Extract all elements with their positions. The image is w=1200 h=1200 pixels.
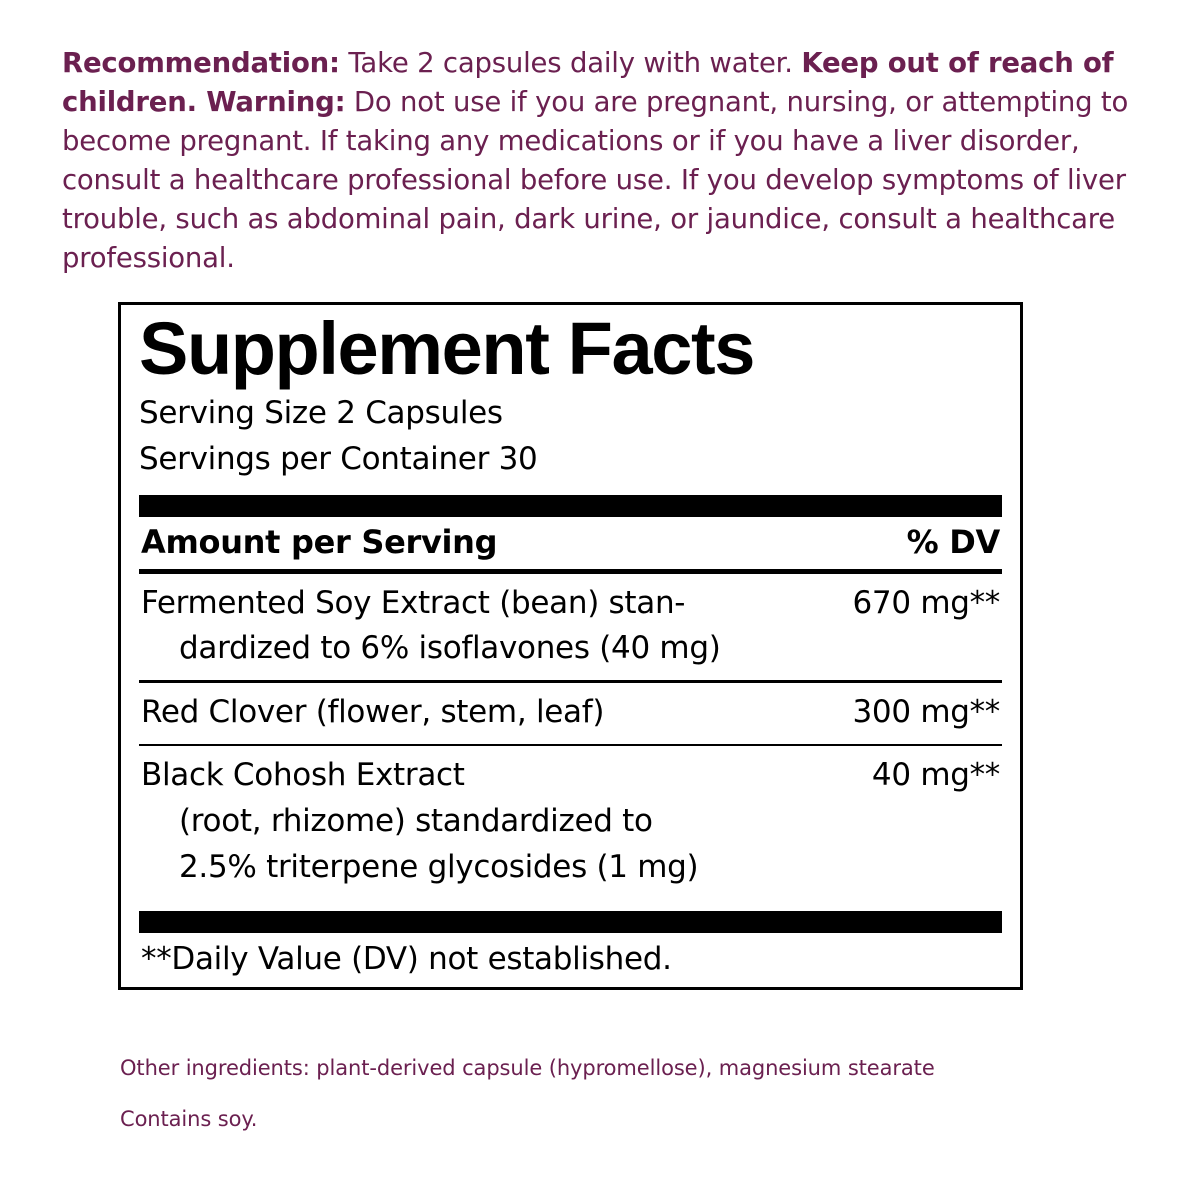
warning-text: Do not use if you are pregnant, nursing, or attempting to become pregnant. If taking any medications or if you have a liver disorder, consult a healthcare professional before use. If you develop symptoms of liver trouble, such as abdominal pain, dark urine, or jaundice, consult a healthcare professional. — [62, 86, 1129, 275]
daily-value-footnote: **Daily Value (DV) not established. — [141, 940, 672, 977]
ingredient-name-line3: 2.5% triterpene glycosides (1 mg) — [179, 848, 699, 885]
serving-size: Serving Size 2 Capsules — [139, 394, 503, 431]
ingredient-amount: 670 mg** — [852, 584, 1000, 621]
other-ingredients-line2: Contains soy. — [120, 1107, 258, 1131]
recommendation-label: Recommendation: — [62, 47, 340, 79]
servings-per-container: Servings per Container 30 — [139, 441, 538, 478]
table-row — [139, 746, 1002, 899]
ingredient-name-line1: Fermented Soy Extract (bean) stan- — [141, 584, 686, 621]
ingredient-name-line1: Black Cohosh Extract — [141, 757, 465, 794]
ingredient-name-line2: dardized to 6% isoflavones (40 mg) — [179, 630, 721, 667]
warning-label: Warning: — [196, 86, 346, 119]
divider-thick-top — [139, 495, 1002, 517]
ingredient-name — [141, 753, 872, 891]
recommendation-paragraph — [62, 44, 1147, 278]
ingredient-name — [141, 581, 853, 673]
supplement-facts-title: Supplement Facts — [139, 307, 754, 390]
keep-out-of-reach-label: Keep out of reach of children. — [62, 47, 1114, 119]
ingredient-amount: 40 mg** — [871, 757, 1000, 794]
ingredient-amount: 300 mg** — [852, 693, 1000, 730]
other-ingredients-line1: Other ingredients: plant-derived capsule (hypromellose), magnesium stearate — [120, 1056, 935, 1080]
percent-dv-label: % DV — [906, 522, 1000, 561]
other-ingredients — [120, 1058, 1100, 1130]
amount-per-serving-header-row — [139, 517, 1002, 569]
table-row — [139, 574, 1002, 681]
recommendation-text: Take 2 capsules daily with water. — [339, 47, 802, 79]
table-row — [139, 683, 1002, 744]
supplement-facts-panel — [118, 302, 1023, 990]
amount-per-serving-label: Amount per Serving — [141, 522, 498, 561]
ingredient-name-line1: Red Clover (flower, stem, leaf) — [141, 693, 605, 730]
divider-thick-bottom — [139, 911, 1002, 933]
ingredient-name — [141, 690, 853, 736]
ingredient-name-line2: (root, rhizome) standardized to — [179, 803, 653, 840]
